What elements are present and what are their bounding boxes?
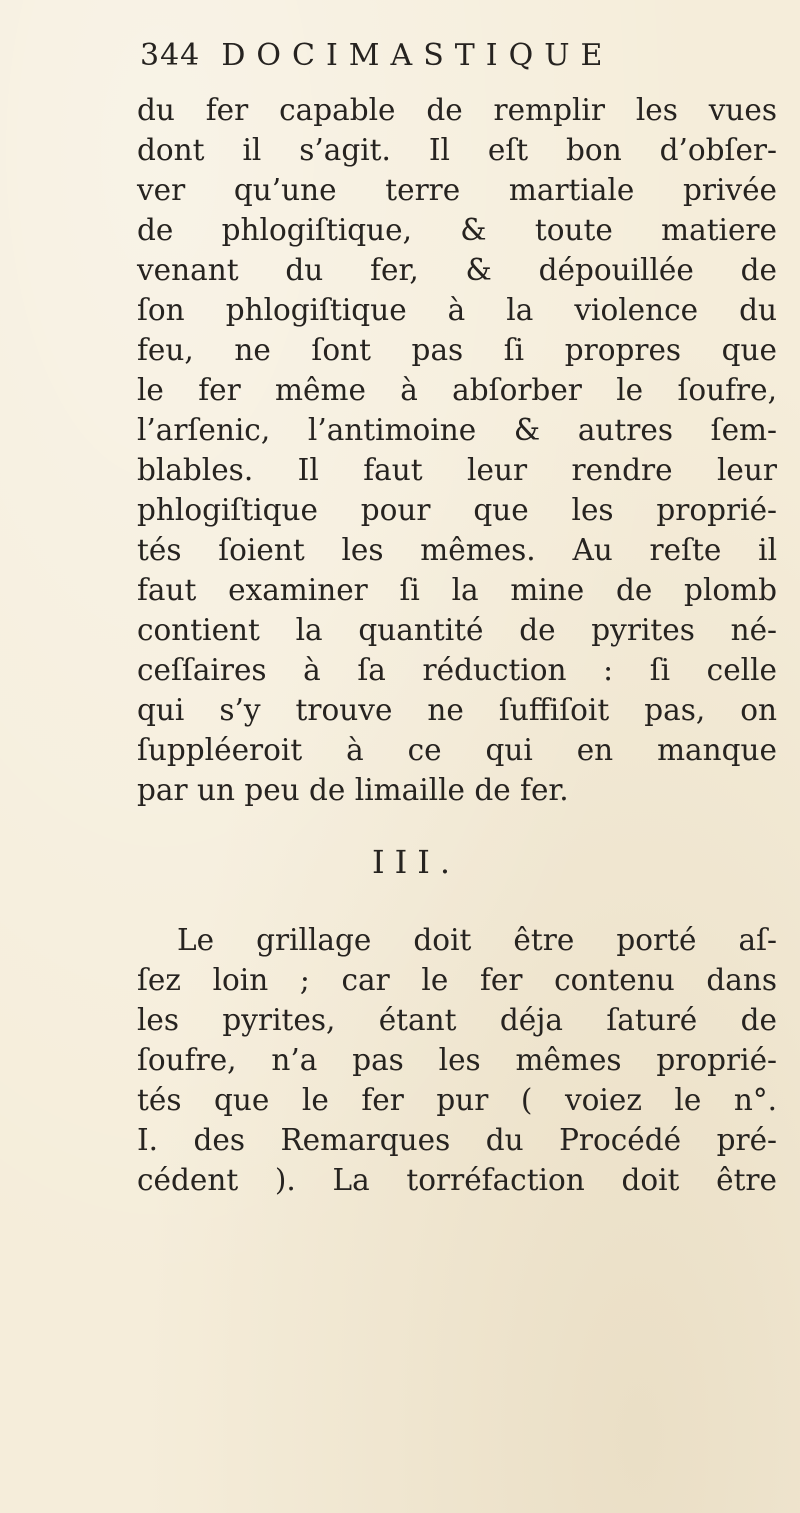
running-title: DOCIMASTIQUE bbox=[221, 38, 614, 73]
text-line: l’arſenic, l’antimoine & autres ſem- bbox=[137, 413, 777, 447]
text-line: Le grillage doit être porté aſ- bbox=[177, 923, 777, 957]
text-line: par un peu de limaille de fer. bbox=[137, 773, 569, 807]
text-line: de phlogiſtique, & toute matiere bbox=[137, 213, 777, 247]
text-line: les pyrites, étant déja ſaturé de bbox=[137, 1003, 777, 1037]
text-line: contient la quantité de pyrites né- bbox=[137, 613, 777, 647]
text-line: ſez loin ; car le fer contenu dans bbox=[137, 963, 777, 997]
text-line: faut examiner ſi la mine de plomb bbox=[137, 573, 777, 607]
text-line: blables. Il faut leur rendre leur bbox=[137, 453, 777, 487]
text-line: du fer capable de remplir les vues bbox=[137, 93, 777, 127]
text-line: ſoufre, n’a pas les mêmes proprié- bbox=[137, 1043, 777, 1077]
section-number: III. bbox=[372, 843, 461, 881]
paragraph-1 bbox=[137, 90, 777, 810]
text-line: tés que le fer pur ( voiez le n°. bbox=[137, 1083, 777, 1117]
text-line: qui s’y trouve ne ſuffiſoit pas, on bbox=[137, 693, 777, 727]
text-line: feu, ne ſont pas ſi propres que bbox=[137, 333, 777, 367]
text-line: tés ſoient les mêmes. Au reſte il bbox=[137, 533, 777, 567]
text-line: cédent ). La torréfaction doit être bbox=[137, 1163, 777, 1197]
running-head bbox=[140, 38, 613, 73]
text-line: dont il s’agit. Il eſt bon d’obſer- bbox=[137, 133, 777, 167]
text-line: I. des Remarques du Procédé pré- bbox=[137, 1123, 777, 1157]
text-line: ſuppléeroit à ce qui en manque bbox=[137, 733, 777, 767]
text-line: ſon phlogiſtique à la violence du bbox=[137, 293, 777, 327]
text-line: ver qu’une terre martiale privée bbox=[137, 173, 777, 207]
text-line: le fer même à abſorber le ſoufre, bbox=[137, 373, 777, 407]
text-line: ceſſaires à ſa réduction : ſi celle bbox=[137, 653, 777, 687]
text-line: venant du fer, & dépouillée de bbox=[137, 253, 777, 287]
paragraph-2 bbox=[137, 920, 777, 1200]
page-number: 344 bbox=[140, 38, 201, 73]
text-line: phlogiſtique pour que les proprié- bbox=[137, 493, 777, 527]
